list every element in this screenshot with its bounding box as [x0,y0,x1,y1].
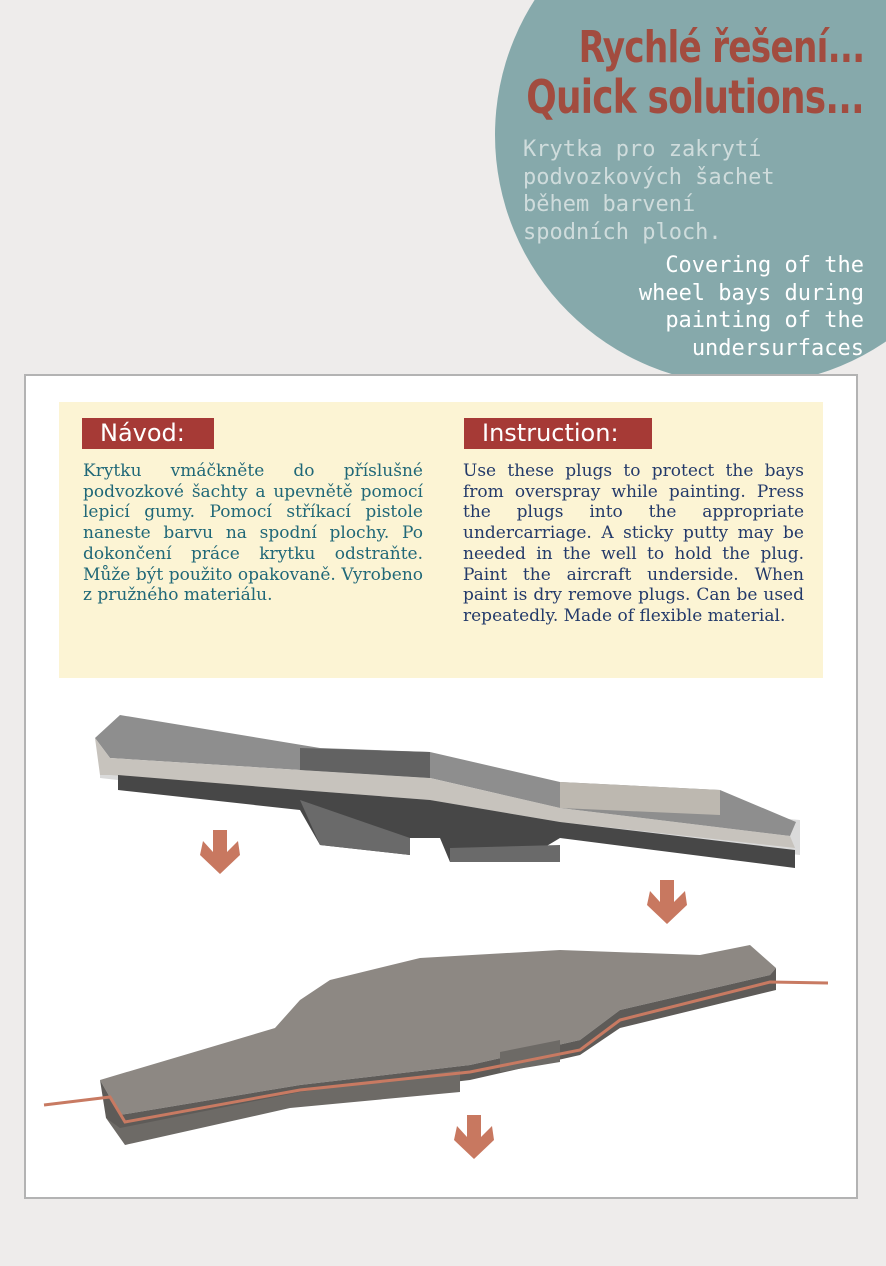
arrow-down-icon [454,1115,494,1159]
instruction-heading-cz: Návod: [82,418,214,449]
arrow-down-icon [200,830,240,874]
title-en: Quick solutions... [526,70,864,124]
plug-bottom [44,945,828,1145]
plug-top [95,715,800,868]
subtitle-en: Covering of the wheel bays during painting of the undersurfaces [638,253,864,361]
instruction-heading-en: Instruction: [464,418,652,449]
instruction-text-cz: Krytku vmáčkněte do příslušné podvozkové šachty a upevnětě pomocí lepicí gumy. Pomocí stříkací pistole naneste barvu na spodní plochy. Po dokončení práce krytku odstraňte. Může být použito opakovaně. Vyrobeno z pružného materiálu. [83,461,423,606]
instruction-text-en: Use these plugs to protect the bays from overspray while painting. Press the plugs into the appropriate undercarriage. A sticky putty may be needed in the well to hold the plug. Paint the aircraft underside. When paint is dry remove plugs. Can be used repeatedly. Made of flexible material. [463,461,804,626]
arrow-down-icon [647,880,687,924]
subtitle-cz: Krytka pro zakrytí podvozkových šachet během barvení spodních ploch. [523,137,775,245]
title-cz: Rychlé řešení... [578,22,864,73]
